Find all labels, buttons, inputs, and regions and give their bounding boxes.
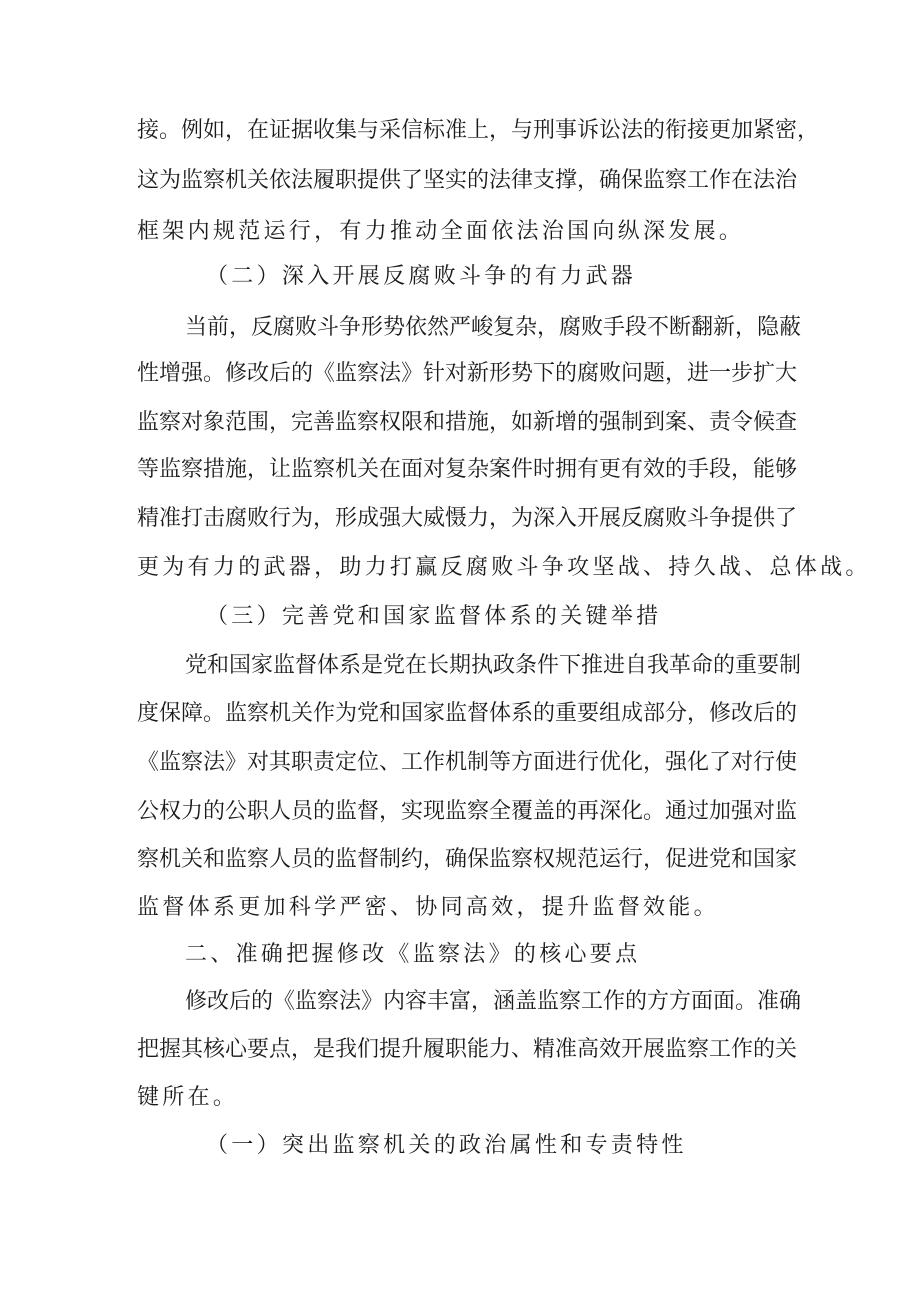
body-text-line: 框架内规范运行，有力推动全面依法治国向纵深发展。 (137, 219, 745, 244)
section-heading: （三）完善党和国家监督体系的关键举措 (206, 604, 662, 629)
body-text-line: 接。例如，在证据收集与采信标准上，与刑事诉讼法的衔接更加紧密， (137, 118, 820, 143)
body-text-line: 《监察法》对其职责定位、工作机制等方面进行优化，强化了对行使 (137, 750, 798, 775)
body-text-line: 当前，反腐败斗争形势依然严峻复杂，腐败手段不断翻新，隐蔽 (185, 315, 802, 340)
body-text-line: 公权力的公职人员的监督，实现监察全覆盖的再深化。通过加强对监 (137, 799, 798, 824)
body-text-line: 更为有力的武器，助力打赢反腐败斗争攻坚战、持久战、总体战。 (137, 555, 871, 580)
body-text-line: 这为监察机关依法履职提供了坚实的法律支撑，确保监察工作在法治 (137, 168, 798, 193)
body-text-line: 度保障。监察机关作为党和国家监督体系的重要组成部分，修改后的 (137, 701, 798, 726)
body-text-line: 键所在。 (137, 1085, 239, 1110)
body-text-line: 党和国家监督体系是党在长期执政条件下推进自我革命的重要制 (185, 653, 802, 678)
body-text-line: 性增强。修改后的《监察法》针对新形势下的腐败问题，进一步扩大 (137, 361, 798, 386)
section-heading: （一）突出监察机关的政治属性和专责特性 (206, 1133, 687, 1158)
body-text-line: 精准打击腐败行为，形成强大威慑力，为深入开展反腐败斗争提供了 (137, 506, 798, 531)
body-text-line: 修改后的《监察法》内容丰富，涵盖监察工作的方方面面。准确 (185, 989, 802, 1014)
body-text-line: 监督体系更加科学严密、协同高效，提升监督效能。 (137, 895, 719, 920)
body-text-line: 等监察措施，让监察机关在面对复杂案件时拥有更有效的手段，能够 (137, 457, 798, 482)
section-heading: （二）深入开展反腐败斗争的有力武器 (206, 264, 637, 289)
body-text-line: 监察对象范围，完善监察权限和措施，如新增的强制到案、责令候查 (137, 410, 798, 435)
body-text-line: 察机关和监察人员的监督制约，确保监察权规范运行，促进党和国家 (137, 847, 798, 872)
chapter-heading: 二、准确把握修改《监察法》的核心要点 (185, 942, 641, 967)
body-text-line: 把握其核心要点，是我们提升履职能力、精准高效开展监察工作的关 (137, 1037, 798, 1062)
